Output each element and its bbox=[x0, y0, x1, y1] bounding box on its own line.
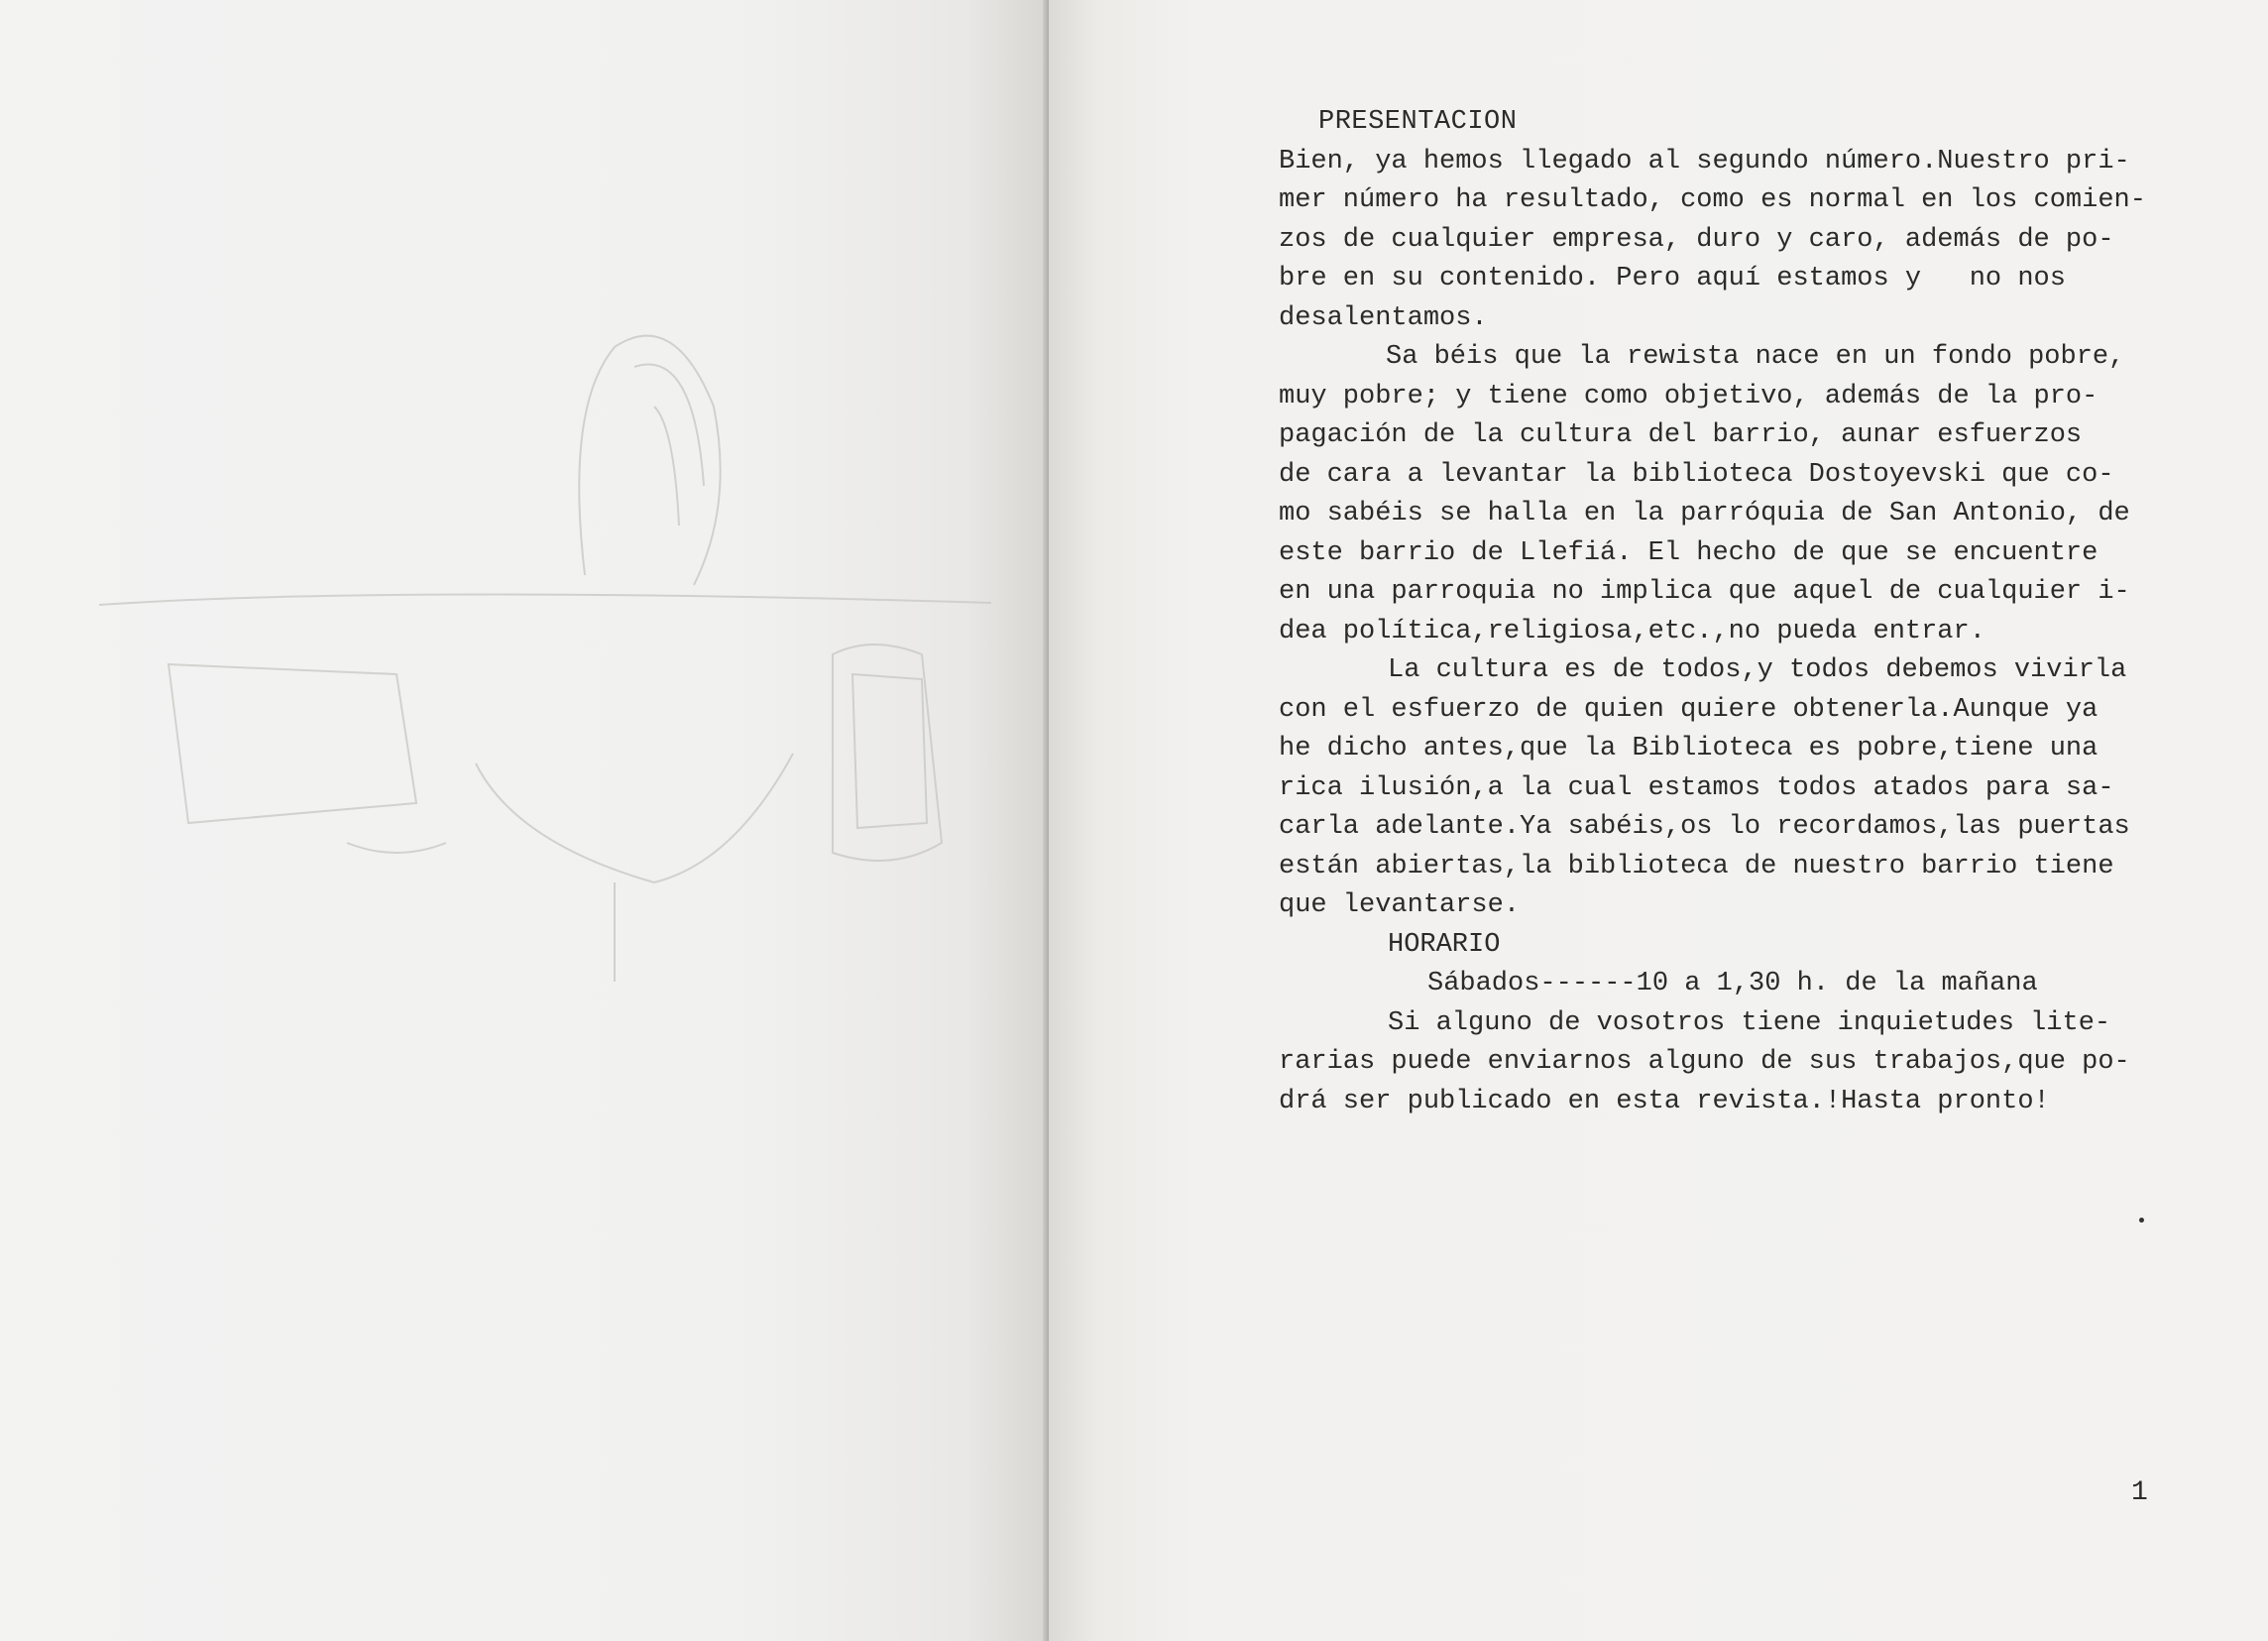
page-title: PRESENTACION bbox=[1318, 107, 1518, 137]
paragraph-line: he dicho antes,que la Biblioteca es pobre,tiene una bbox=[1279, 734, 2098, 763]
left-page bbox=[0, 0, 1049, 1641]
paragraph-line: desalentamos. bbox=[1279, 302, 1488, 333]
page-number: 1 bbox=[2131, 1477, 2148, 1508]
paragraph-line: mer número ha resultado, como es normal en los comien- bbox=[1279, 185, 2146, 215]
paragraph-line: Si alguno de vosotros tiene inquietudes lite- bbox=[1388, 1007, 2111, 1038]
paragraph-line: Sa béis que la rewista nace en un fondo pobre, bbox=[1386, 342, 2125, 372]
paragraph-line: pagación de la cultura del barrio, aunar esfuerzos bbox=[1279, 420, 2083, 450]
paragraph-line: dea política,religiosa,etc.,no pueda entrar. bbox=[1279, 616, 1985, 646]
paragraph-line: en una parroquia no implica que aquel de cualquier i- bbox=[1279, 577, 2130, 607]
paragraph-line: mo sabéis se halla en la parróquia de San Antonio, de bbox=[1279, 499, 2130, 528]
schedule-line: Sábados------10 a 1,30 h. de la mañana bbox=[1427, 969, 2038, 998]
paragraph-line: drá ser publicado en esta revista.!Hasta pronto! bbox=[1279, 1086, 2050, 1116]
paragraph-line: muy pobre; y tiene como objetivo, además de la pro- bbox=[1279, 381, 2098, 411]
paragraph-line: están abiertas,la biblioteca de nuestro barrio tiene bbox=[1279, 851, 2114, 881]
ink-mark bbox=[2139, 1218, 2144, 1223]
paragraph-line: que levantarse. bbox=[1279, 890, 1521, 920]
paragraph-line: rica ilusión,a la cual estamos todos atados para sa- bbox=[1279, 772, 2114, 803]
presentation-text bbox=[1279, 103, 2230, 1121]
paragraph-line: rarias puede enviarnos alguno de sus trabajos,que po- bbox=[1279, 1047, 2130, 1077]
paragraph-line: La cultura es de todos,y todos debemos vivirla bbox=[1388, 655, 2127, 685]
paragraph-line: de cara a levantar la biblioteca Dostoyevski que co- bbox=[1279, 459, 2114, 490]
paragraph-line: con el esfuerzo de quien quiere obtenerla.Aunque ya bbox=[1279, 694, 2098, 725]
paragraph-line: zos de cualquier empresa, duro y caro, además de po- bbox=[1279, 224, 2114, 255]
schedule-heading: HORARIO bbox=[1388, 929, 1501, 960]
faint-pencil-sketch bbox=[99, 288, 991, 1081]
paragraph-line: Bien, ya hemos llegado al segundo número.Nuestro pri- bbox=[1279, 146, 2130, 176]
paragraph-line: carla adelante.Ya sabéis,os lo recordamos,las puertas bbox=[1279, 812, 2130, 842]
paragraph-line: este barrio de Llefiá. El hecho de que se encuentre bbox=[1279, 537, 2098, 568]
paragraph-line: bre en su contenido. Pero aquí estamos y no nos bbox=[1279, 264, 2066, 293]
